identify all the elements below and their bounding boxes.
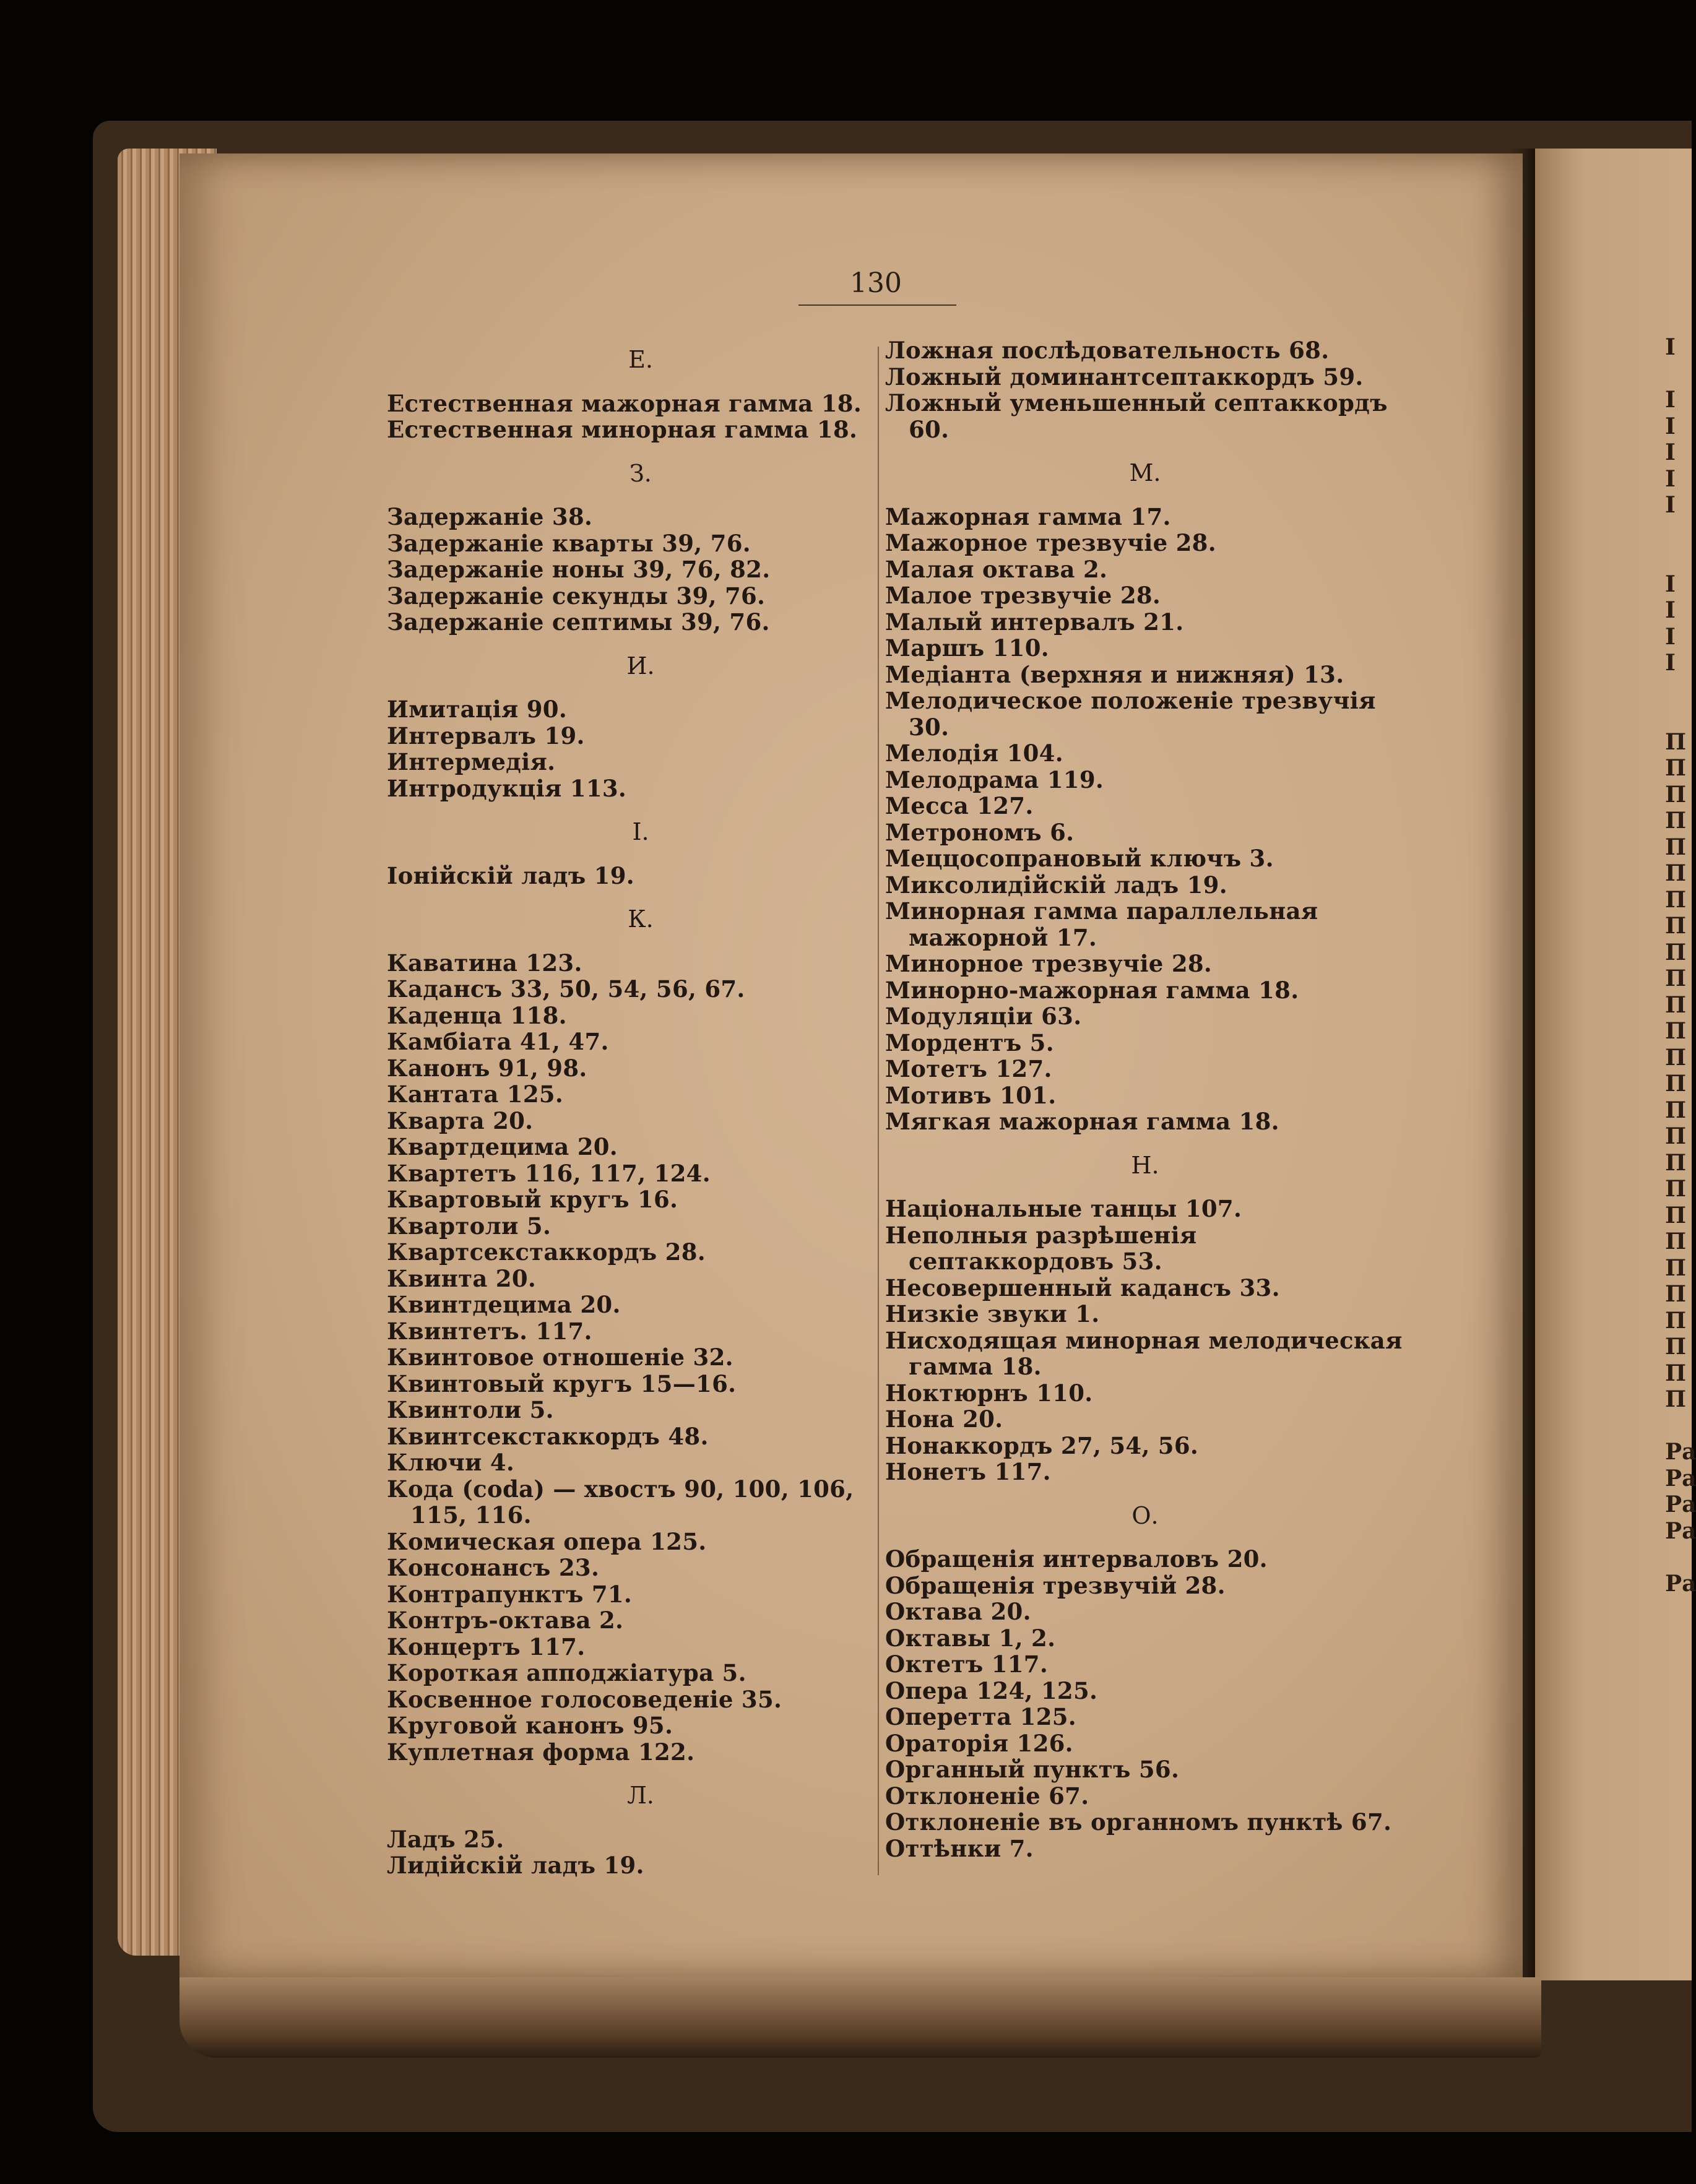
right-page-letter: I — [1665, 650, 1676, 676]
index-entry: Куплетная форма 122. — [387, 1738, 695, 1766]
right-page-letter: Ра — [1665, 1517, 1696, 1544]
section-gap — [387, 1809, 894, 1826]
index-entry: Имитація 90. — [387, 696, 568, 723]
index-entry: Маршъ 110. — [885, 634, 1049, 662]
index-entry: Контрапунктъ 71. — [387, 1580, 633, 1608]
index-entry: Ложный уменьшенный септаккордъ 60. — [885, 389, 1388, 443]
index-entry: Задержаніе ноны 39, 76, 82. — [387, 556, 771, 583]
section-gap — [387, 486, 894, 504]
right-page-letter — [1665, 545, 1692, 571]
page-number: 130 — [850, 267, 902, 299]
index-entry: Модуляціи 63. — [885, 1003, 1082, 1030]
right-page-letter: П — [1665, 1149, 1686, 1176]
section-gap — [885, 442, 1405, 460]
index-entry: Задержаніе секунды 39, 76. — [387, 582, 766, 610]
right-page-letter: I — [1665, 334, 1676, 360]
index-entry: Мелодрама 119. — [885, 766, 1104, 793]
right-page-letter: П — [1665, 808, 1686, 834]
section-gap — [387, 443, 894, 460]
index-entry: Лидійскій ладъ 19. — [387, 1852, 644, 1879]
index-entry: Ладъ 25. — [387, 1825, 504, 1853]
index-entry: Обращенія интерваловъ 20. — [885, 1545, 1268, 1573]
right-page-letter: П — [1665, 1202, 1686, 1228]
index-entry: Задержаніе кварты 39, 76. — [387, 529, 751, 557]
index-entry: Оттѣнки 7. — [885, 1834, 1034, 1862]
index-entry: Малый интервалъ 21. — [885, 608, 1184, 636]
index-entry: Квартсекстаккордъ 28. — [387, 1238, 706, 1266]
index-entry: Нисходящая минорная мелодическая гамма 18. — [885, 1326, 1403, 1380]
right-page-letter: I — [1665, 387, 1676, 413]
right-page-letter: П — [1665, 1044, 1686, 1071]
index-entry: Октетъ 117. — [885, 1651, 1049, 1678]
right-page-letter: П — [1665, 939, 1686, 965]
index-entry: Каватина 123. — [387, 949, 582, 977]
index-entry: Квинтдецима 20. — [387, 1291, 621, 1318]
section-letter: І. — [632, 818, 649, 845]
index-right-column — [885, 337, 1405, 1862]
section-letter: Е. — [628, 346, 653, 373]
right-page-letter: П — [1665, 755, 1686, 781]
section-gap — [387, 889, 894, 906]
index-entry: Квинтоли 5. — [387, 1396, 554, 1423]
section-letter: Л. — [627, 1782, 654, 1809]
index-entry: Квинтетъ. 117. — [387, 1317, 592, 1345]
right-page-letter: П — [1665, 991, 1686, 1018]
right-page-letter — [1665, 1413, 1692, 1439]
right-page-letter: Ра — [1665, 1439, 1696, 1465]
index-entry: Отклоненіе въ органномъ пунктѣ 67. — [885, 1808, 1392, 1836]
right-page-letter — [1665, 361, 1692, 387]
right-page-letter: Ра — [1665, 1465, 1696, 1491]
index-entry: Меццосопрановый ключъ 3. — [885, 845, 1274, 872]
index-entry: Комическая опера 125. — [387, 1527, 707, 1555]
index-entry: Мордентъ 5. — [885, 1029, 1054, 1056]
index-entry: Минорно-мажорная гамма 18. — [885, 976, 1299, 1004]
index-entry: Задержаніе септимы 39, 76. — [387, 608, 770, 636]
index-entry: Квартоли 5. — [387, 1212, 552, 1240]
right-page-letter: П — [1665, 834, 1686, 860]
index-entry: Каденца 118. — [387, 1001, 567, 1029]
right-page-letter: П — [1665, 1176, 1686, 1202]
section-gap — [387, 845, 894, 863]
index-entry: Круговой канонъ 95. — [387, 1712, 673, 1739]
index-entry: Малое трезвучіе 28. — [885, 582, 1161, 609]
right-page-letter: П — [1665, 886, 1686, 913]
index-entry: Опера 124, 125. — [885, 1677, 1098, 1704]
right-page-letter: I — [1665, 413, 1676, 439]
index-entry: Органный пунктъ 56. — [885, 1756, 1180, 1783]
index-entry: Месса 127. — [885, 792, 1034, 819]
index-entry: Квинта 20. — [387, 1264, 537, 1292]
index-entry: Медіанта (верхняя и нижняя) 13. — [885, 660, 1344, 688]
right-page-letter: П — [1665, 1254, 1686, 1281]
right-page-letter: Ра — [1665, 1570, 1696, 1597]
index-entry: Канонъ 91, 98. — [387, 1054, 587, 1082]
index-entry: Квинтовое отношеніе 32. — [387, 1344, 733, 1371]
index-entry: Концертъ 117. — [387, 1633, 586, 1660]
section-gap — [387, 679, 894, 696]
section-gap — [885, 1135, 1405, 1152]
section-gap — [387, 801, 894, 819]
index-entry: Неполныя разрѣшенія септаккордовъ 53. — [885, 1221, 1197, 1275]
index-entry: Квартдецима 20. — [387, 1133, 618, 1160]
section-letter: И. — [626, 652, 655, 680]
right-page-letter: П — [1665, 728, 1686, 755]
index-entry: Интервалъ 19. — [387, 722, 585, 749]
index-entry: Миксолидійскій ладъ 19. — [885, 871, 1227, 899]
section-gap — [885, 486, 1405, 504]
index-entry: Косвенное голосоведеніе 35. — [387, 1685, 782, 1713]
right-page-edge-letters — [1665, 334, 1696, 1597]
right-page-letter: П — [1665, 1334, 1686, 1360]
section-letter: О. — [1131, 1501, 1159, 1529]
section-letter: К. — [628, 905, 654, 933]
right-page-letter: П — [1665, 913, 1686, 939]
index-entry: Мотивъ 101. — [885, 1081, 1057, 1109]
index-entry: Малая октава 2. — [885, 555, 1108, 583]
page-number-rule — [798, 304, 956, 306]
index-entry: Квинтовый кругъ 15—16. — [387, 1370, 737, 1397]
index-entry: Мелодическое положеніе трезвучія 30. — [885, 687, 1376, 741]
right-page-letter: I — [1665, 597, 1676, 623]
right-page-letter: I — [1665, 571, 1676, 597]
index-entry: Ораторія 126. — [885, 1729, 1073, 1757]
index-entry: Контръ-октава 2. — [387, 1607, 624, 1634]
section-gap — [387, 1765, 894, 1782]
right-page-letter — [1665, 702, 1692, 729]
index-entry: Минорное трезвучіе 28. — [885, 950, 1213, 977]
right-page-letter — [1665, 519, 1692, 545]
section-gap — [387, 636, 894, 653]
index-entry: Метрономъ 6. — [885, 818, 1075, 846]
page-bottom-edge — [180, 1977, 1541, 2058]
index-entry: Минорная гамма параллельная мажорной 17. — [885, 897, 1318, 951]
index-entry: Ложная послѣдовательность 68. — [885, 337, 1330, 364]
index-entry: Мажорная гамма 17. — [885, 503, 1171, 530]
index-entry: Отклоненіе 67. — [885, 1782, 1089, 1810]
index-entry: Мягкая мажорная гамма 18. — [885, 1108, 1279, 1135]
right-page-letter: П — [1665, 1018, 1686, 1044]
index-entry: Кантата 125. — [387, 1081, 564, 1108]
index-entry: Ключи 4. — [387, 1449, 515, 1476]
section-letter: З. — [630, 459, 652, 487]
index-entry: Интермедія. — [387, 748, 556, 775]
right-page-letter — [1665, 676, 1692, 703]
right-page-letter: I — [1665, 439, 1676, 465]
index-entry: Мелодія 104. — [885, 740, 1063, 767]
index-entry: Обращенія трезвучій 28. — [885, 1571, 1226, 1599]
section-gap — [885, 1178, 1405, 1196]
section-gap — [885, 1485, 1405, 1503]
right-page-letter: I — [1665, 465, 1676, 492]
right-page-letter — [1665, 1544, 1692, 1571]
index-entry: Естественная минорная гамма 18. — [387, 416, 858, 443]
section-letter: М. — [1129, 459, 1161, 486]
index-entry: Мотетъ 127. — [885, 1055, 1052, 1082]
right-page-letter: П — [1665, 1123, 1686, 1149]
index-entry: Кварта 20. — [387, 1107, 534, 1134]
section-gap — [387, 933, 894, 950]
right-page-letter: Ра — [1665, 1491, 1696, 1517]
right-page-letter: I — [1665, 623, 1676, 650]
index-entry: Квартовый кругъ 16. — [387, 1186, 678, 1213]
index-entry: Интродукція 113. — [387, 774, 627, 802]
index-entry: Нонаккордъ 27, 54, 56. — [885, 1431, 1199, 1459]
index-entry: Задержаніе 38. — [387, 503, 593, 530]
index-entry: Кода (coda) — хвостъ 90, 100, 106, 115, 116. — [387, 1475, 854, 1529]
index-left-column — [387, 347, 894, 1879]
index-entry: Октавы 1, 2. — [885, 1624, 1056, 1652]
right-page-letter: П — [1665, 1228, 1686, 1254]
right-page-letter: П — [1665, 965, 1686, 991]
index-entry: Нонетъ 117. — [885, 1458, 1051, 1485]
index-entry: Квинтсекстаккордъ 48. — [387, 1422, 709, 1450]
index-entry: Іонійскій ладъ 19. — [387, 861, 634, 889]
index-entry: Кадансъ 33, 50, 54, 56, 67. — [387, 975, 745, 1003]
index-entry: Мажорное трезвучіе 28. — [885, 529, 1216, 556]
index-entry: Короткая апподжіатура 5. — [387, 1659, 746, 1686]
right-page-letter: П — [1665, 1307, 1686, 1334]
index-entry: Низкіе звуки 1. — [885, 1300, 1100, 1327]
index-entry: Октава 20. — [885, 1598, 1031, 1625]
index-entry: Ноктюрнъ 110. — [885, 1379, 1093, 1407]
right-page-letter: П — [1665, 1281, 1686, 1307]
index-entry: Національные танцы 107. — [885, 1195, 1242, 1222]
index-entry: Квартетъ 116, 117, 124. — [387, 1159, 711, 1187]
index-entry: Ложный доминантсептаккордъ 59. — [885, 363, 1364, 391]
section-gap — [387, 373, 894, 391]
section-gap — [885, 1529, 1405, 1546]
index-entry: Несовершенный кадансъ 33. — [885, 1274, 1280, 1301]
right-page-letter: I — [1665, 492, 1676, 518]
right-page-letter: П — [1665, 1071, 1686, 1097]
index-entry: Камбіата 41, 47. — [387, 1028, 609, 1055]
index-entry: Оперетта 125. — [885, 1703, 1076, 1730]
right-page-letter: П — [1665, 781, 1686, 808]
right-page-letter: П — [1665, 1386, 1686, 1412]
right-page-letter: П — [1665, 860, 1686, 886]
index-entry: Естественная мажорная гамма 18. — [387, 389, 862, 417]
right-page-letter: П — [1665, 1360, 1686, 1386]
index-entry: Нона 20. — [885, 1405, 1003, 1433]
right-page-letter: П — [1665, 1097, 1686, 1123]
section-letter: Н. — [1131, 1151, 1159, 1179]
index-entry: Консонансъ 23. — [387, 1554, 600, 1581]
